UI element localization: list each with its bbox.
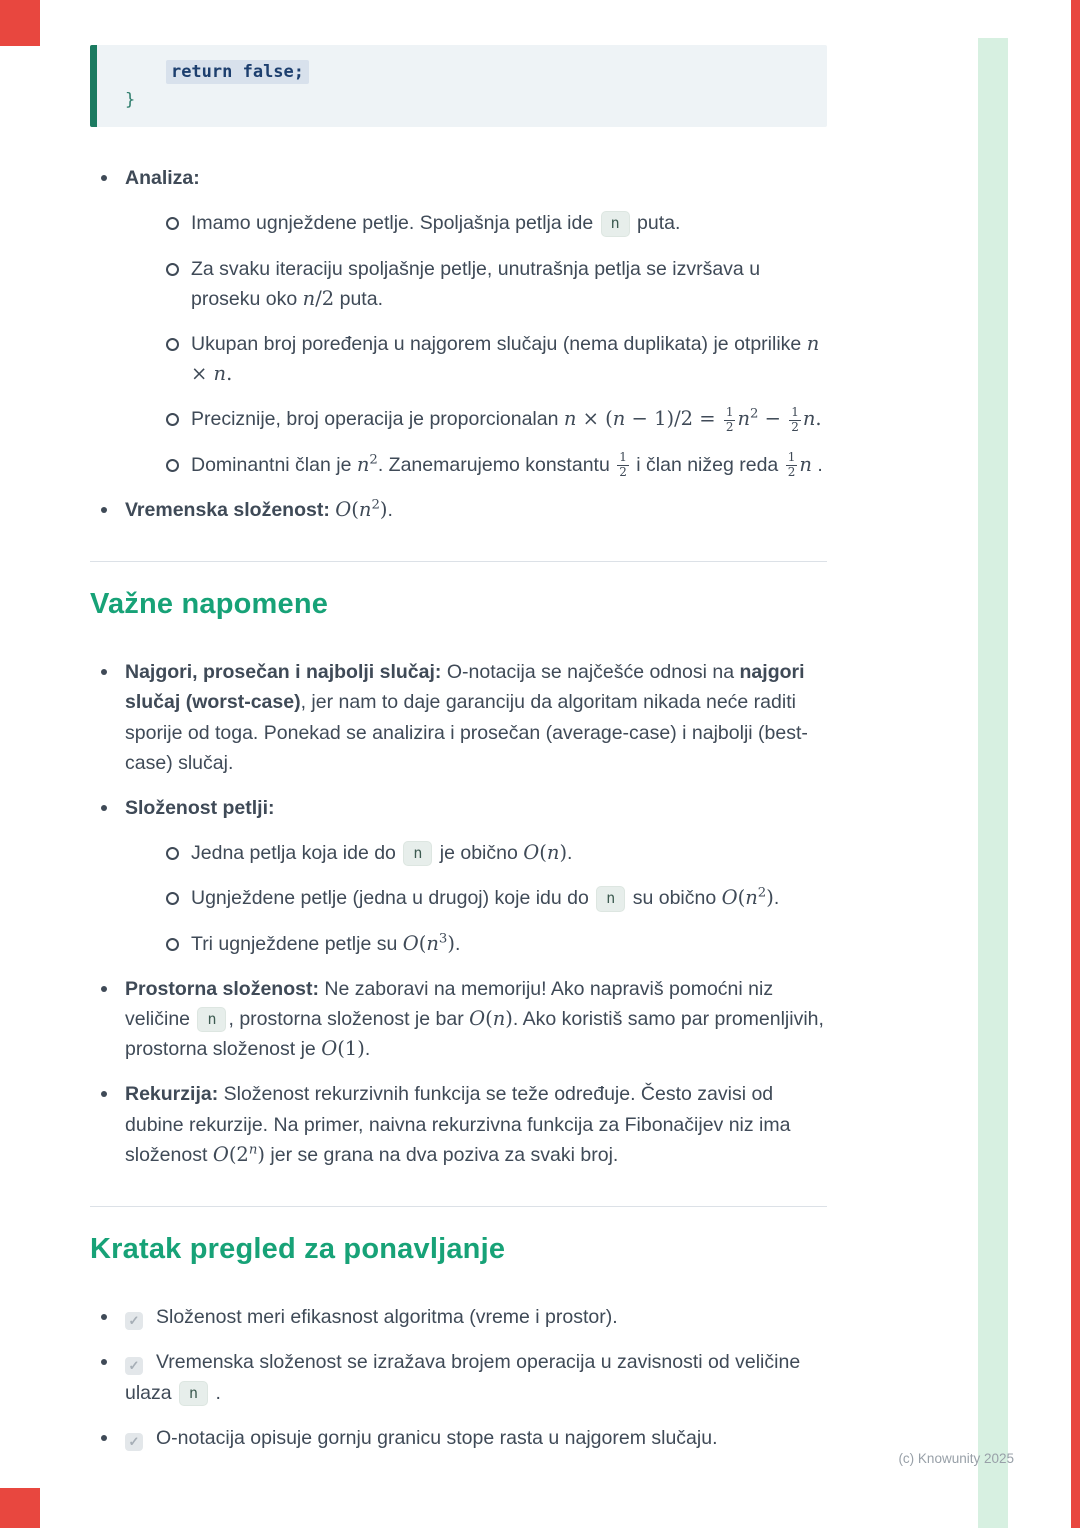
fraction — [786, 451, 798, 480]
fraction-numerator: 1 — [619, 450, 627, 465]
superscript: 2 — [757, 885, 767, 901]
text-segment: O-notacija opisuje gornju granicu stope rasta u najgorem slučaju. — [156, 1426, 718, 1449]
inline-code: n — [179, 1381, 208, 1406]
math-variable: O — [469, 1007, 486, 1031]
text-segment: . — [387, 498, 393, 521]
math-variable: O — [335, 497, 352, 521]
math-variable: O — [523, 841, 540, 865]
divider — [90, 1206, 827, 1207]
section-heading: Važne napomene — [90, 588, 329, 621]
text-segment: puta. — [334, 287, 383, 310]
bullet-list — [90, 163, 827, 525]
text-segment: , jer nam to daje garanciju da algoritam nikada neće raditi sporije od toga. Ponekad se analizira i prosečan (average-case) i najbolji (best-case) slučaj. — [125, 691, 808, 774]
sub-bullet-list — [159, 208, 827, 480]
math-variable: O — [402, 931, 419, 955]
text-segment: su obično — [627, 887, 722, 910]
math-text: − 1)/2 = — [625, 407, 722, 431]
math-variable: n — [563, 407, 577, 431]
checkbox-checked-icon: ✓ — [125, 1312, 143, 1330]
text-segment: je obično — [434, 842, 524, 865]
copyright-watermark: (c) Knowunity 2025 — [898, 1451, 1014, 1466]
list-item — [90, 1347, 827, 1407]
math-variable: n — [745, 886, 758, 910]
superscript: 2 — [750, 406, 759, 422]
math-text: ) — [257, 1142, 265, 1166]
inline-code: n — [596, 886, 625, 911]
math-text: (1) — [337, 1037, 365, 1061]
superscript: 2 — [369, 452, 378, 468]
text-segment: . — [364, 1038, 371, 1061]
bold-text: Prostorna složenost: — [125, 977, 319, 1000]
list-item — [90, 1079, 827, 1170]
code-line — [125, 86, 807, 114]
code-text: } — [125, 90, 136, 111]
math-text: ( — [737, 886, 746, 910]
text-segment: Dominantni član je — [191, 453, 357, 476]
list-item — [90, 1302, 827, 1332]
code-line — [125, 58, 807, 86]
red-border-top-left — [0, 0, 40, 46]
math-variable: n — [302, 286, 316, 310]
superscript: n — [248, 1142, 258, 1158]
text-segment: Vremenska složenost se izražava brojem operacija u zavisnosti od veličine ulaza — [125, 1351, 801, 1404]
text-segment: Tri ugnježdene petlje su — [191, 932, 403, 955]
math-text: ( — [485, 1007, 493, 1031]
list-item — [90, 657, 827, 778]
list-item — [90, 163, 827, 480]
text-segment: jer se grana na dva poziva za svaki broj. — [264, 1143, 619, 1166]
code-block — [90, 45, 827, 127]
sub-list-item — [159, 838, 827, 868]
text-segment: Ugnježdene petlje (jedna u drugoj) koje idu do — [191, 887, 595, 910]
list-item — [90, 1423, 827, 1453]
fraction — [789, 406, 801, 435]
text-segment: Ne zaboravi na memoriju! Ako napraviš pomoćni niz veličine — [125, 977, 774, 1031]
superscript: 3 — [438, 931, 448, 947]
text-segment: . Zanemarujemo konstantu — [377, 453, 616, 476]
sub-bullet-list — [159, 838, 827, 959]
text-segment: . Ako koristiš samo par promenljivih, prostorna složenost je — [125, 1008, 824, 1061]
sub-list-item — [159, 329, 827, 389]
math-text: ) — [559, 841, 568, 865]
math-variable: n — [806, 331, 820, 355]
math-text: . — [815, 407, 822, 431]
math-text: × — [191, 362, 214, 386]
bold-text: Rekurzija: — [125, 1083, 219, 1106]
fraction-denominator: 2 — [619, 465, 627, 480]
text-segment: . — [210, 1381, 221, 1404]
fraction — [617, 451, 629, 480]
text-segment: Imamo ugnježdene petlje. Spoljašnja petlja ide — [191, 212, 599, 235]
text-segment: . — [773, 887, 780, 910]
text-segment: Za svaku iteraciju spoljašnje petlje, unutrašnja petlja se izvršava u proseku oko — [191, 257, 761, 310]
math-text: ( — [418, 931, 427, 955]
math-text: ) — [505, 1007, 513, 1031]
math-variable: n — [426, 931, 439, 955]
bold-text: Složenost petlji: — [125, 796, 275, 819]
fraction-denominator: 2 — [787, 465, 796, 480]
math-text: /2 — [315, 286, 335, 310]
math-variable: n — [737, 407, 751, 431]
bold-text: Analiza: — [125, 167, 200, 190]
inline-code: n — [601, 211, 630, 236]
text-segment: O-notacija se najčešće odnosi na — [441, 661, 740, 684]
list-item — [90, 793, 827, 959]
highlighted-code: return false; — [166, 60, 309, 84]
math-text: ) — [447, 931, 455, 955]
red-border-bottom-left — [0, 1488, 40, 1528]
bold-text: najgori slučaj (worst-case) — [125, 661, 805, 714]
superscript: 2 — [371, 497, 380, 513]
math-variable: n — [802, 407, 816, 431]
sub-list-item — [159, 450, 827, 480]
text-segment: . — [454, 932, 461, 955]
list-item — [90, 495, 827, 525]
math-text: × ( — [576, 407, 613, 431]
sub-list-item — [159, 404, 827, 434]
text-segment: i član nižeg reda — [630, 453, 784, 476]
divider — [90, 561, 827, 562]
math-variable: n — [612, 407, 626, 431]
math-text: ( — [351, 497, 359, 521]
math-variable: n — [799, 452, 812, 476]
bold-text: Vremenska složenost: — [125, 498, 330, 521]
section-heading: Kratak pregled za ponavljanje — [90, 1233, 506, 1266]
text-segment: . — [567, 842, 573, 865]
math-variable: O — [721, 886, 738, 910]
sub-list-item — [159, 929, 827, 959]
text-segment: . — [811, 453, 823, 476]
text-segment: Složenost rekurzivnih funkcija se teže određuje. Često zavisi od dubine rekurzije. Na primer, naivna rekurzivna funkcija za Fibonačijev niz ima složenost — [125, 1083, 791, 1166]
fraction-numerator: 1 — [787, 450, 796, 465]
math-text: (2 — [228, 1142, 249, 1166]
inline-code: n — [403, 841, 432, 866]
math-text: ( — [539, 841, 547, 865]
list-item — [90, 974, 827, 1065]
math-variable: n — [213, 362, 227, 386]
math-text: − — [758, 407, 788, 431]
fraction-numerator: 1 — [725, 405, 734, 419]
fraction-denominator: 2 — [791, 419, 799, 434]
math-variable: n — [358, 497, 372, 521]
math-variable: n — [492, 1007, 506, 1031]
page-content — [90, 45, 827, 1489]
text-segment: Ukupan broj poređenja u najgorem slučaju (nema duplikata) je otprilike — [191, 332, 807, 355]
mint-accent-strip — [978, 38, 1008, 1528]
bold-text: Najgori, prosečan i najbolji slučaj: — [125, 661, 442, 684]
sub-list-item — [159, 254, 827, 314]
math-text: ) — [766, 886, 774, 910]
text-segment: Preciznije, broj operacija je proporcionalan — [191, 408, 564, 431]
checkbox-checked-icon: ✓ — [125, 1357, 143, 1375]
math-text: . — [226, 362, 233, 386]
math-variable: n — [356, 452, 370, 476]
sub-list-item — [159, 208, 827, 238]
text-segment: puta. — [631, 212, 681, 235]
inline-code: n — [197, 1007, 226, 1032]
text-segment: Jedna petlja koja ide do — [191, 842, 402, 865]
math-variable: O — [212, 1142, 229, 1166]
bullet-list — [90, 1302, 827, 1453]
red-border-right — [1071, 0, 1080, 1528]
checkbox-checked-icon: ✓ — [125, 1433, 143, 1451]
math-variable: O — [321, 1037, 338, 1061]
fraction-denominator: 2 — [725, 419, 734, 434]
math-variable: n — [546, 841, 560, 865]
sub-list-item — [159, 883, 827, 913]
fraction — [724, 406, 736, 435]
bullet-list — [90, 657, 827, 1170]
fraction-numerator: 1 — [791, 405, 799, 419]
text-segment: , prostorna složenost je bar — [228, 1008, 470, 1031]
text-segment: Složenost meri efikasnost algoritma (vreme i prostor). — [156, 1306, 618, 1329]
math-text: ) — [379, 497, 388, 521]
